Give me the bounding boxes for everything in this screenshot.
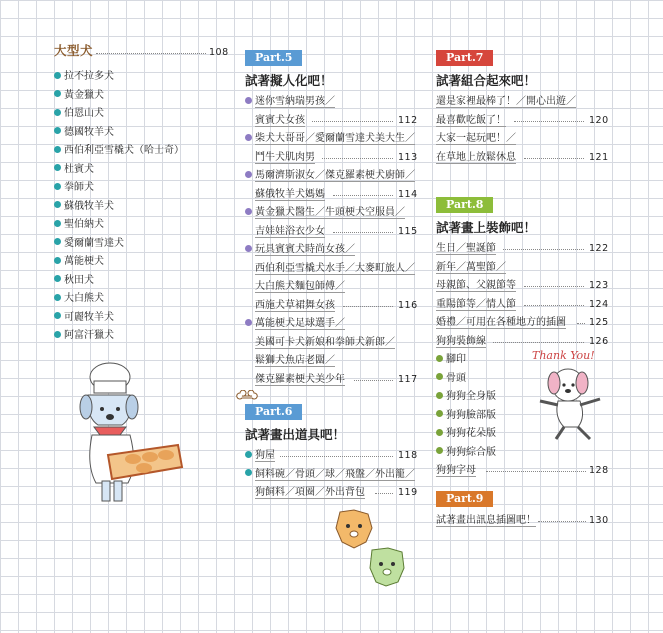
entry-text: 新年／萬聖節／ (436, 261, 506, 273)
toc-entry[interactable] (436, 130, 616, 149)
toc-entry[interactable] (436, 296, 616, 315)
part7-label: Part.7 (436, 50, 493, 66)
bullet-dot-icon (54, 220, 61, 227)
toc-entry[interactable] (436, 149, 616, 168)
toc-entry[interactable] (245, 149, 425, 168)
toc-entry[interactable] (245, 93, 425, 112)
list-item[interactable] (54, 216, 234, 235)
list-item[interactable] (54, 87, 234, 106)
entry-text: 大家一起玩吧！／ (436, 133, 516, 144)
list-item[interactable] (54, 198, 234, 217)
entry-text: 蘇俄牧羊犬媽媽 (255, 188, 325, 200)
bullet-dot-icon (54, 201, 61, 208)
list-item[interactable] (436, 444, 616, 463)
part6-label: Part.6 (245, 404, 302, 420)
bullet-dot-icon (245, 97, 252, 104)
bullet-dot-icon (436, 392, 443, 399)
leader-dots (96, 53, 206, 54)
list-item[interactable] (54, 272, 234, 291)
large-dog-heading-row[interactable] (54, 42, 234, 64)
entry-text: 母親節、父親節等 (436, 280, 516, 291)
toc-entry[interactable] (245, 278, 425, 297)
bullet-dot-icon (436, 355, 443, 362)
page-number: 112 (398, 114, 418, 126)
entry-text: 鬆獅犬魚店老闆／ (255, 355, 335, 366)
page-number: 124 (589, 298, 609, 310)
entry-text: 賓賓犬女孩 (255, 114, 305, 126)
list-item-label: 骨頭 (446, 372, 466, 384)
entry-text: 狗狗字母 (436, 465, 476, 476)
list-item-label: 拉不拉多犬 (64, 71, 114, 82)
bullet-dot-icon (54, 146, 61, 153)
toc-entry[interactable] (245, 223, 425, 242)
large-dog-heading: 大型犬 (54, 43, 94, 58)
list-item[interactable] (54, 309, 234, 328)
page-number: 126 (589, 335, 609, 347)
list-item-label: 黃金獵犬 (64, 89, 104, 101)
entry-text: 萬能梗犬足球選手／ (255, 318, 345, 329)
toc-entry[interactable] (245, 130, 425, 149)
entry-text: 西伯利亞雪橇犬水手／大麥町旅人／ (255, 262, 415, 274)
toc-entry[interactable] (436, 112, 616, 131)
page-number: 119 (398, 487, 418, 498)
bone-icon (236, 390, 258, 402)
chef-dog-illustration (78, 355, 188, 515)
list-item-label: 拳師犬 (64, 182, 94, 193)
page-number: 130 (589, 515, 609, 526)
part9-label: Part.9 (436, 491, 493, 507)
part6-title: 試著畫出道具吧！ (245, 427, 346, 442)
page-number: 108 (209, 47, 229, 58)
large-dog-list (54, 68, 234, 346)
list-item-label: 聖伯納犬 (64, 219, 104, 230)
list-item-label: 伯恩山犬 (64, 108, 104, 119)
list-item[interactable] (54, 235, 234, 254)
list-item-label: 蘇俄牧羊犬 (64, 200, 114, 212)
list-item[interactable] (54, 253, 234, 272)
toc-entry[interactable] (245, 315, 425, 334)
leader-dots (493, 342, 585, 343)
part6-entries (245, 447, 425, 503)
list-item-label: 杜賓犬 (64, 163, 94, 175)
list-item-label: 阿富汗獵犬 (64, 330, 114, 341)
toc-entry[interactable] (245, 371, 425, 390)
part7-entries (436, 93, 616, 167)
leader-dots (524, 286, 584, 287)
page-number: 116 (398, 299, 418, 311)
leader-dots (524, 158, 584, 159)
part8-label: Part.8 (436, 197, 493, 213)
leader-dots (577, 323, 585, 324)
bullet-dot-icon (54, 164, 61, 171)
list-item[interactable] (54, 161, 234, 180)
bullet-dot-icon (54, 90, 61, 97)
toc-entry[interactable] (245, 112, 425, 131)
list-item[interactable] (54, 142, 234, 161)
page-number: 117 (398, 373, 418, 385)
entry-text: 黃金獵犬醫生／牛頭梗犬空服員／ (255, 207, 405, 218)
toc-entry[interactable] (245, 167, 425, 186)
part5-entries (245, 93, 425, 389)
list-item-label: 狗狗花朵版 (446, 428, 496, 439)
leader-dots (375, 493, 394, 494)
toc-entry[interactable] (245, 204, 425, 223)
entry-text: 在草地上放鬆休息 (436, 151, 516, 163)
bullet-dot-icon (245, 208, 252, 215)
bullet-dot-icon (54, 109, 61, 116)
bullet-dot-icon (54, 238, 61, 245)
leader-dots (354, 380, 394, 381)
toc-entry[interactable] (436, 462, 616, 481)
leader-dots (486, 471, 586, 472)
thank-you-text: Thank You! (532, 349, 595, 362)
list-item-label: 秋田犬 (64, 274, 94, 286)
list-item-label: 萬能梗犬 (64, 256, 104, 267)
entry-text: 狗飼料／項圈／外出背包 (255, 487, 365, 498)
list-item[interactable] (54, 124, 234, 143)
list-item-label: 德國牧羊犬 (64, 126, 114, 138)
page-number: 122 (589, 243, 609, 254)
part9-section (436, 487, 616, 531)
entry-text: 鬥牛犬肌肉男 (255, 151, 315, 163)
bullet-dot-icon (54, 275, 61, 282)
bullet-dot-icon (54, 312, 61, 319)
entry-text: 大白熊犬麵包師傅／ (255, 281, 345, 292)
bullet-dot-icon (54, 331, 61, 338)
entry-text: 婚禮／可用在各種地方的插圖 (436, 317, 566, 328)
bullet-dot-icon (436, 373, 443, 380)
leader-dots (312, 121, 394, 122)
entry-text: 馬爾濟斯淑女／傑克羅素梗犬廚師／ (255, 170, 415, 181)
leader-dots (343, 306, 393, 307)
part5-label: Part.5 (245, 50, 302, 66)
entry-text: 玩具賓賓犬時尚女孩／ (255, 244, 355, 255)
bullet-dot-icon (245, 319, 252, 326)
leader-dots (514, 121, 585, 122)
part8-entries (436, 240, 616, 351)
list-item[interactable] (54, 68, 234, 87)
page-number: 115 (398, 225, 418, 237)
bullet-dot-icon (54, 183, 61, 190)
toc-entry[interactable] (436, 512, 616, 531)
entry-text: 迷你雪納瑞男孩／ (255, 96, 335, 107)
part7-section (436, 46, 616, 167)
toc-entry[interactable] (436, 277, 616, 296)
toc-entry[interactable] (245, 484, 425, 503)
bullet-dot-icon (436, 410, 443, 417)
bullet-dot-icon (54, 72, 61, 79)
toc-entry[interactable] (436, 240, 616, 259)
list-item-label: 狗狗臉部版 (446, 409, 496, 421)
entry-text: 重陽節等／情人節 (436, 298, 516, 310)
entry-text: 西施犬草裙舞女孩 (255, 299, 335, 311)
page-number: 121 (589, 151, 609, 163)
leader-dots (503, 249, 584, 250)
toc-entry[interactable] (436, 93, 616, 112)
toc-entry[interactable] (436, 259, 616, 278)
page-number: 125 (589, 317, 609, 328)
page-number: 128 (589, 465, 609, 476)
toc-entry[interactable] (245, 186, 425, 205)
toc-entry[interactable] (436, 314, 616, 333)
bullet-dot-icon (245, 245, 252, 252)
entry-text: 狗狗裝飾線 (436, 335, 486, 347)
list-item[interactable] (54, 290, 234, 309)
list-item-label: 狗狗全身版 (446, 391, 496, 402)
list-item-label: 愛爾蘭雪達犬 (64, 237, 124, 249)
leader-dots (280, 456, 393, 457)
bullet-dot-icon (54, 257, 61, 264)
part5-section (245, 46, 425, 389)
page-number: 118 (398, 450, 418, 461)
leader-dots (524, 305, 584, 306)
entry-text: 最喜歡吃飯了！ (436, 114, 506, 126)
toc-entry[interactable] (245, 447, 425, 466)
bullet-dot-icon (245, 134, 252, 141)
bullet-dot-icon (436, 447, 443, 454)
bullet-dot-icon (54, 127, 61, 134)
toc-entry[interactable] (245, 466, 425, 485)
part6-section (245, 400, 425, 503)
list-item-label: 腳印 (446, 354, 466, 365)
list-item-label: 西伯利亞雪橇犬（哈士奇） (64, 145, 184, 156)
page-number: 123 (589, 280, 609, 291)
leader-dots (538, 521, 586, 522)
entry-text: 試著畫出訊息插圖吧！ (436, 515, 536, 526)
entry-text: 美國可卡犬新娘和拳師犬新郎／ (255, 336, 395, 348)
toc-entry[interactable] (245, 352, 425, 371)
bullet-dot-icon (245, 469, 252, 476)
list-item[interactable] (54, 105, 234, 124)
page-number: 120 (589, 114, 609, 126)
part8-title: 試著畫上裝飾吧！ (436, 220, 537, 235)
entry-text: 狗屋 (255, 450, 275, 461)
toc-entry[interactable] (245, 241, 425, 260)
list-item-label: 大白熊犬 (64, 293, 104, 304)
part5-title: 試著擬人化吧！ (245, 73, 333, 88)
entry-text: 吉娃娃浴衣少女 (255, 225, 325, 237)
list-item[interactable] (54, 327, 234, 346)
large-dog-column (54, 42, 234, 346)
bullet-dot-icon (436, 429, 443, 436)
list-item-label: 狗狗綜合版 (446, 446, 496, 458)
puppy-faces-illustration (332, 508, 422, 588)
toc-entry[interactable] (245, 334, 425, 353)
page-number: 113 (398, 151, 418, 163)
entry-text: 柴犬大哥哥／愛爾蘭雪達犬美大生／ (255, 133, 415, 144)
page-number: 114 (398, 188, 418, 200)
part7-title: 試著組合起來吧！ (436, 73, 537, 88)
entry-text: 飼料碗／骨頭／球／飛盤／外出籠／ (255, 468, 415, 480)
leader-dots (333, 232, 394, 233)
leader-dots (333, 195, 394, 196)
thank-you-dog-illustration (528, 345, 623, 445)
entry-text: 傑克羅素梗犬美少年 (255, 373, 345, 385)
entry-text: 生日／聖誕節 (436, 243, 496, 254)
toc-entry[interactable] (245, 260, 425, 279)
bullet-dot-icon (245, 451, 252, 458)
list-item[interactable] (54, 179, 234, 198)
list-item-label: 可麗牧羊犬 (64, 311, 114, 323)
entry-text: 還是家裡最棒了！／開心出遊／ (436, 96, 576, 107)
leader-dots (322, 158, 393, 159)
bullet-dot-icon (245, 171, 252, 178)
bullet-dot-icon (54, 294, 61, 301)
toc-entry[interactable] (245, 297, 425, 316)
